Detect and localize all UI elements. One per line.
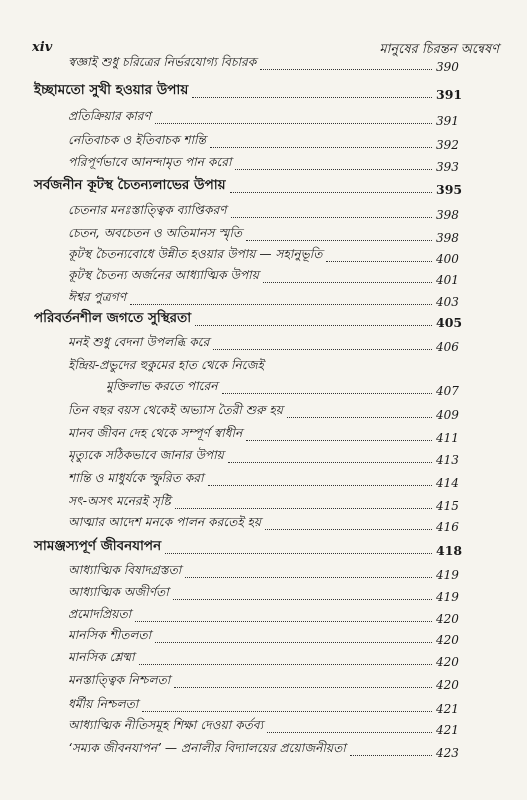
- dot-leader: [246, 440, 432, 441]
- toc-entry-title: মনস্তাত্ত্বিক নিশ্চলতা: [68, 673, 171, 687]
- page-number-roman: xiv: [32, 40, 53, 55]
- dot-leader: [174, 687, 432, 688]
- toc-entry-title: ‘সম্যক জীবনযাপন’ — প্রনালীর বিদ্যালয়ের প্রয়োজনীয়তা: [68, 741, 346, 755]
- toc-entry-title: সৎ-অসৎ মনেরই সৃষ্টি: [68, 494, 171, 508]
- toc-entry-title: মুক্তিলাভ করতে পারেন: [106, 379, 218, 393]
- toc-entry-title: ইন্দ্রিয়-প্রভুদের হুকুমের হাত থেকে নিজেই: [68, 358, 264, 372]
- toc-entry-title: মৃত্যুকে সঠিকভাবে জানার উপায়: [68, 448, 224, 462]
- dot-leader: [195, 325, 432, 326]
- dot-leader: [228, 462, 432, 463]
- dot-leader: [210, 147, 432, 148]
- toc-page-number: 403: [436, 295, 459, 309]
- toc-entry: [68, 200, 472, 222]
- toc-page-number: 414: [436, 476, 459, 490]
- toc-page-number: 407: [436, 384, 459, 398]
- toc-entry-title: সামঞ্জস্যপূর্ণ জীবনযাপন: [34, 538, 162, 554]
- toc-page-number: 420: [436, 633, 459, 647]
- toc-page-number: 400: [436, 252, 459, 266]
- dot-leader: [155, 123, 432, 124]
- toc-entry: [68, 512, 472, 534]
- toc-page-number: 392: [436, 138, 459, 152]
- toc-entry-title: তিন বছর বয়স থেকেই অভ্যাস তৈরী শুরু হয়: [68, 403, 283, 417]
- dot-leader: [208, 485, 432, 486]
- dot-leader: [192, 97, 432, 98]
- toc-entry: [68, 694, 472, 716]
- toc-page-number: 393: [436, 160, 459, 174]
- toc-page-number: 416: [436, 520, 459, 534]
- dot-leader: [263, 282, 432, 283]
- toc-page-number: 398: [436, 231, 459, 245]
- toc-entry-title: কূটস্থ চৈতন্যবোধে উন্নীত হওয়ার উপায় — সহানুভূতি: [68, 247, 323, 261]
- toc-entry: [68, 445, 472, 467]
- toc-entry: [68, 468, 472, 490]
- toc-entry: [68, 647, 472, 669]
- dot-leader: [260, 69, 432, 70]
- toc-entry-title: আধ্যাত্মিক বিষাদগ্রস্ততা: [68, 563, 182, 577]
- dot-leader: [231, 217, 432, 218]
- toc-entry: [68, 582, 472, 604]
- toc-page-number: 419: [436, 568, 459, 582]
- toc-page-number: 421: [436, 723, 459, 737]
- dot-leader: [130, 304, 432, 305]
- dot-leader: [135, 621, 432, 622]
- toc-entry: [68, 715, 472, 737]
- toc-page-number: 420: [436, 678, 459, 692]
- toc-page-number: 409: [436, 408, 459, 422]
- toc-entry-title: প্রমোদপ্রিয়তা: [68, 607, 132, 621]
- toc-entry: [68, 625, 472, 647]
- dot-leader: [222, 393, 433, 394]
- toc-entry-title: মানব জীবন দেহ থেকে সম্পূর্ণ স্বাধীন: [68, 426, 243, 440]
- toc-page-number: 391: [436, 114, 459, 128]
- toc-entry: [68, 265, 472, 287]
- toc-entry: [68, 560, 472, 582]
- dot-leader: [265, 529, 432, 530]
- toc-page-number: 401: [436, 273, 459, 287]
- toc-entry-title: আত্মার আদেশ মনকে পালন করতেই হয়: [68, 515, 262, 529]
- toc-page-number: 411: [436, 431, 459, 445]
- dot-leader: [246, 240, 432, 241]
- dot-leader: [267, 732, 432, 733]
- toc-page-number: 420: [436, 612, 459, 626]
- toc-page-number: 420: [436, 655, 459, 669]
- toc-entry: [68, 355, 472, 377]
- toc-entry-title: শান্তি ও মাধুর্যকে স্ফুরিত করা: [68, 471, 204, 485]
- toc-entry-title: ঈশ্বর পুত্রগণ: [68, 290, 127, 304]
- toc-entry-title: সর্বজনীন কূটস্থ চৈতন্যলাভের উপায়: [34, 177, 226, 193]
- toc-entry-title: পরিপূর্ণভাবে আনন্দামৃত পান করো: [68, 155, 232, 169]
- toc-page-number: 419: [436, 590, 459, 604]
- toc-page-number: 406: [436, 340, 459, 354]
- toc-entry-title: ইচ্ছামতো সুখী হওয়ার উপায়: [34, 82, 189, 98]
- toc-entry-title: প্রতিক্রিয়ার কারণ: [68, 109, 151, 123]
- toc-section-entry: [34, 308, 472, 330]
- toc-entry: [106, 376, 472, 398]
- dot-leader: [185, 577, 432, 578]
- toc-page-number: 390: [436, 60, 459, 74]
- dot-leader: [173, 599, 432, 600]
- running-head-title: মানুষের চিরন্তন অন্বেষণ: [379, 42, 499, 57]
- dot-leader: [165, 553, 432, 554]
- dot-leader: [326, 261, 432, 262]
- toc-entry-title: মনই শুধু বেদনা উপলব্ধি করে: [68, 335, 210, 349]
- toc-entry: [68, 244, 472, 266]
- toc-entry: [68, 738, 472, 760]
- toc-page-number: 395: [436, 182, 463, 197]
- toc-page-number: 398: [436, 208, 459, 222]
- toc-entry-title: মানসিক শীতলতা: [68, 628, 152, 642]
- toc-section-entry: [34, 80, 472, 102]
- toc-entry: [68, 106, 472, 128]
- toc-entry: [68, 670, 472, 692]
- toc-entry-title: চেতনার মনঃস্তাত্ত্বিক ব্যাপ্তিকরণ: [68, 203, 227, 217]
- dot-leader: [213, 349, 432, 350]
- toc-entry-title: আধ্যাত্মিক নীতিসমূহ শিক্ষা দেওয়া কর্তব্য: [68, 718, 264, 732]
- toc-entry: [68, 287, 472, 309]
- toc-section-entry: [34, 175, 472, 197]
- toc-page-number: 418: [436, 543, 463, 558]
- dot-leader: [287, 417, 432, 418]
- toc-entry-title: পরিবর্তনশীল জগতে সুস্থিরতা: [34, 310, 192, 326]
- dot-leader: [230, 192, 432, 193]
- toc-page-number: 421: [436, 702, 459, 716]
- dot-leader: [142, 711, 432, 712]
- toc-entry-title: আধ্যাত্মিক অজীর্ণতা: [68, 585, 169, 599]
- toc-entry: [68, 52, 472, 74]
- toc-entry: [68, 423, 472, 445]
- toc-entry-title: নেতিবাচক ও ইতিবাচক শান্তি: [68, 133, 206, 147]
- toc-entry-title: স্বজ্ঞাই শুধু চরিত্রের নির্ভরযোগ্য বিচারক: [68, 55, 257, 69]
- toc-entry: [68, 400, 472, 422]
- dot-leader: [350, 755, 432, 756]
- toc-entry-title: চেতন, অবচেতন ও অতিমানস স্মৃতি: [68, 226, 243, 240]
- toc-section-entry: [34, 536, 472, 558]
- dot-leader: [175, 508, 432, 509]
- toc-entry: [68, 223, 472, 245]
- toc-entry: [68, 152, 472, 174]
- toc-entry: [68, 491, 472, 513]
- toc-page-number: 391: [436, 87, 463, 102]
- toc-entry-title: মানসিক শ্লেষ্মা: [68, 650, 135, 664]
- toc-entry-title: কূটস্থ চৈতন্য অর্জনের আধ্যাত্মিক উপায়: [68, 268, 259, 282]
- toc-page-number: 413: [436, 453, 459, 467]
- toc-page-number: 423: [436, 746, 459, 760]
- toc-entry: [68, 130, 472, 152]
- toc-entry: [68, 604, 472, 626]
- dot-leader: [235, 169, 432, 170]
- dot-leader: [139, 664, 432, 665]
- toc-page-number: 415: [436, 499, 459, 513]
- toc-entry-title: ধর্মীয় নিশ্চলতা: [68, 697, 139, 711]
- toc-entry: [68, 332, 472, 354]
- dot-leader: [155, 642, 432, 643]
- toc-page-number: 405: [436, 315, 463, 330]
